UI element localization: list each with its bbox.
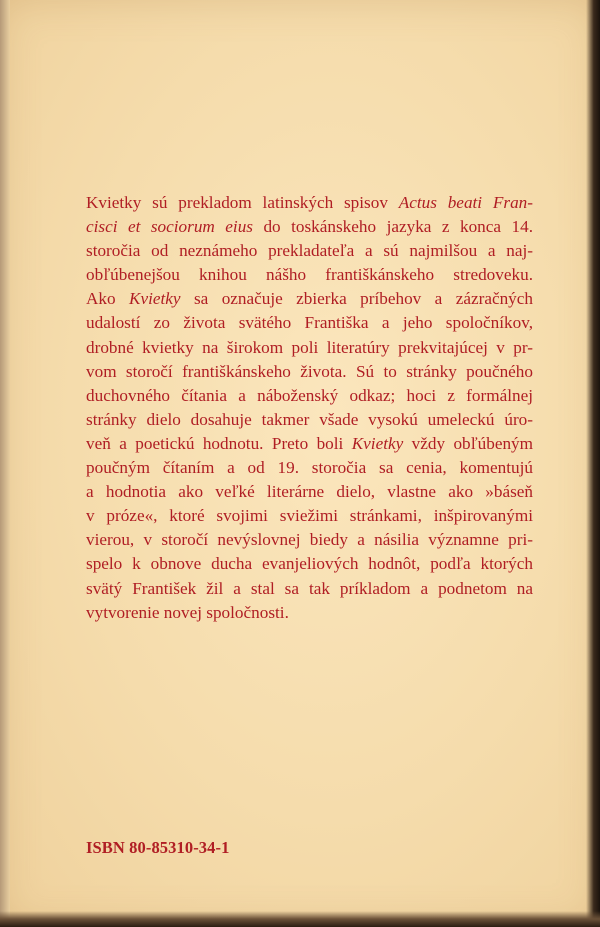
blurb-text: spelo k obnove ducha evanjeliových hodnôt, podľa ktorých <box>86 554 533 574</box>
blurb-text: drobné kvietky na širokom poli literatúry prekvitajúcej v pr- <box>86 337 533 357</box>
blurb-line <box>86 287 533 311</box>
blurb-line <box>86 360 533 384</box>
blurb-line <box>86 552 533 576</box>
blurb-line <box>86 384 533 408</box>
blurb-text: udalostí zo života svätého Františka a jeho spoločníkov, <box>86 313 533 333</box>
blurb-line <box>86 456 533 480</box>
blurb-line <box>86 480 533 504</box>
blurb-text: vom storočí františkánskeho života. Sú to stránky poučného <box>86 361 533 381</box>
blurb-text: Kvietky sú prekladom latinských spisov <box>86 193 399 212</box>
blurb-line <box>86 504 533 528</box>
blurb-line <box>86 408 533 432</box>
blurb-text: vierou, v storočí nevýslovnej biedy a násilia významne pri- <box>86 530 533 550</box>
cover-left-edge <box>0 0 10 927</box>
blurb-text: duchovného čítania a náboženský odkaz; hoci z formálnej <box>86 385 533 405</box>
blurb-line <box>86 239 533 263</box>
blurb-line <box>86 336 533 360</box>
cover-right-edge <box>586 0 600 927</box>
isbn-number: ISBN 80-85310-34-1 <box>86 838 230 857</box>
blurb-text: obľúbenejšou knihou nášho františkánskeho stredoveku. <box>86 265 533 285</box>
blurb-line <box>86 311 533 335</box>
blurb-text: v próze«, ktoré svojimi sviežimi stránkami, inšpirovanými <box>86 506 533 526</box>
blurb-text: a hodnotia ako veľké literárne dielo, vlastne ako »báseň <box>86 482 533 502</box>
cover-bottom-edge <box>0 911 600 927</box>
blurb-text: vždy obľúbeným <box>403 433 534 453</box>
blurb-text: stránky dielo dosahuje takmer všade vysokú umeleckú úro- <box>86 409 533 429</box>
blurb-text: veň a poetickú hodnotu. Preto boli <box>86 433 352 453</box>
blurb-line <box>86 432 533 456</box>
blurb-italic-title: Kvietky <box>351 433 404 453</box>
blurb-text: svätý František žil a stal sa tak príkladom a podnetom na <box>86 578 533 598</box>
blurb-line <box>86 215 533 239</box>
blurb-line <box>86 528 533 552</box>
blurb-text: storočia od neznámeho prekladateľa a sú najmilšou a naj- <box>86 241 533 261</box>
blurb-text: vytvorenie novej spoločnosti. <box>86 602 289 622</box>
blurb-paragraph <box>86 191 533 625</box>
blurb-line <box>86 601 533 625</box>
blurb-text: do toskánskeho jazyka z konca 14. <box>252 217 533 237</box>
blurb-line <box>86 263 533 287</box>
blurb-line <box>86 191 533 215</box>
blurb-line <box>86 577 533 601</box>
blurb-text: poučným čítaním a od 19. storočia sa cenia, komentujú <box>86 458 533 478</box>
blurb-text: sa označuje zbierka príbehov a zázračných <box>180 289 533 309</box>
blurb-italic-title: cisci et sociorum eius <box>86 217 253 237</box>
blurb-italic-title: Kvietky <box>129 289 181 309</box>
blurb-italic-title: Actus beati Fran- <box>398 193 533 212</box>
blurb-text: Ako <box>86 289 130 309</box>
